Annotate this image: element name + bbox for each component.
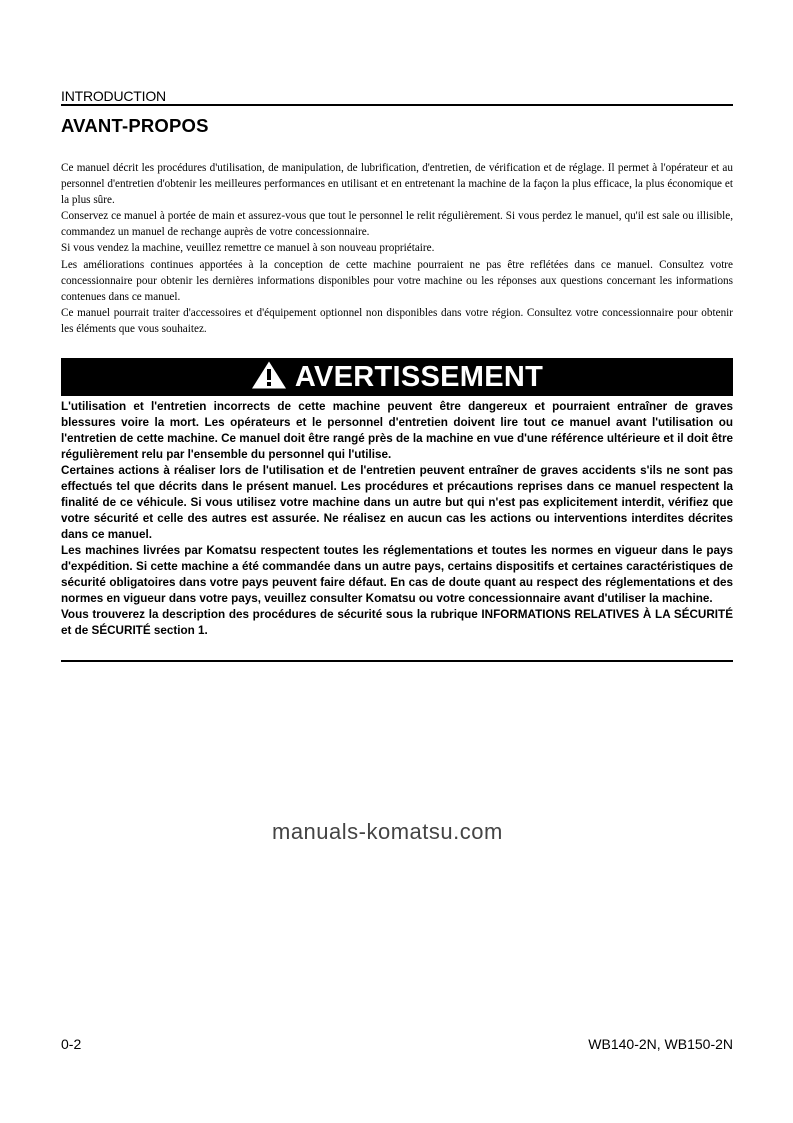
intro-paragraph: Ce manuel pourrait traiter d'accessoires et d'équipement optionnel non disponibles dans votre région. Consultez votre concessionnaire pour obtenir les éléments que vous souhaitez. [61,306,733,335]
warning-paragraph: Certaines actions à réaliser lors de l'utilisation et de l'entretien peuvent entraîner de graves accidents s'ils ne sont pas effectués tel que décrits dans le présent manuel. Les procédures et précautions reprises dans ce manuel respectent la finalité de ce véhicule. Si vous utilisez votre machine dans un autre but qui n'est pas explicitement interdit, vérifiez que votre sécurité et celle des autres est assurée. Ne réalisez en aucun cas les actions ou interventions interdites décrites dans ce manuel. [61,464,733,541]
intro-text [61,160,733,337]
header-divider [61,104,733,106]
warning-paragraph: Vous trouverez la description des procédures de sécurité sous la rubrique INFORMATIONS RELATIVES À LA SÉCURITÉ et de SÉCURITÉ section 1. [61,608,733,637]
warning-triangle-icon [251,360,287,395]
model-label: WB140-2N, WB150-2N [588,1036,733,1052]
intro-paragraph: Ce manuel décrit les procédures d'utilisation, de manipulation, de lubrification, d'entretien, de vérification et de réglage. Il permet à l'opérateur et au personnel d'entretien d'obtenir les meilleures performances en utilisant et en entretenant la machine de la façon la plus efficace, la plus économique et la plus sûre. [61,162,733,207]
intro-paragraph: Conservez ce manuel à portée de main et assurez-vous que tout le personnel le relit régulièrement. Si vous perdez le manuel, qu'il est sale ou illisible, commandez un manuel de rechange auprès de votre concessionnaire. [61,210,733,239]
page-number: 0-2 [61,1036,82,1052]
section-header: INTRODUCTION [61,88,166,104]
warning-title: AVERTISSEMENT [294,361,544,393]
warning-divider [61,660,733,662]
intro-paragraph: Les améliorations continues apportées à la conception de cette machine pourraient ne pas être reflétées dans ce manuel. Consultez votre concessionnaire pour obtenir les dernières informations disponibles pour votre machine ou les réponses aux questions concernant les informations contenues dans ce manuel. [61,258,733,303]
warning-paragraph: L'utilisation et l'entretien incorrects de cette machine peuvent être dangereux et pourraient entraîner de graves blessures voire la mort. Les opérateurs et le personnel d'entretien doivent lire tout ce manuel avant l'utilisation ou l'entretien de cette machine. Ce manuel doit être rangé près de la machine en vue d'une référence ultérieure et il doit être régulièrement relu par l'ensemble du personnel qui l'utilise. [61,400,733,461]
warning-text [61,399,733,639]
warning-paragraph: Les machines livrées par Komatsu respectent toutes les réglementations et toutes les normes en vigueur dans le pays d'expédition. Si cette machine a été commandée dans un autre pays, certains dispositifs et certaines caractéristiques de sécurité obligatoires dans votre pays peuvent faire défaut. En cas de doute quant au respect des réglementations et des normes en vigueur dans votre pays, veuillez consulter Komatsu ou votre concessionnaire avant d'utiliser la machine. [61,544,733,605]
warning-banner [61,358,733,396]
page-title: AVANT-PROPOS [61,115,209,136]
intro-paragraph: Si vous vendez la machine, veuillez remettre ce manuel à son nouveau propriétaire. [61,242,435,255]
watermark: manuals-komatsu.com [272,819,503,844]
